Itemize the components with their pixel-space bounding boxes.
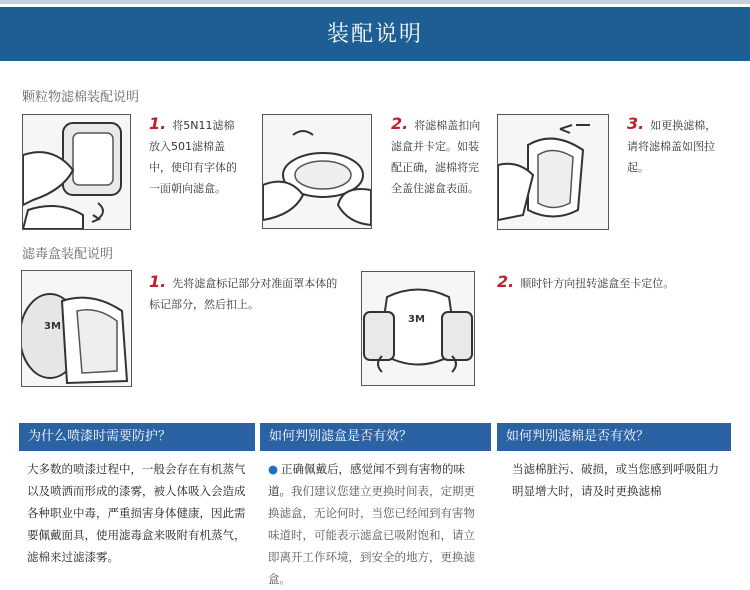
step-text: 顺时针方向扭转滤盒至卡定位。 <box>520 277 675 290</box>
faq-answer-2-lead: 正确佩戴后，感觉闻不到有害物的味道。 <box>268 462 466 498</box>
filter-step-1 <box>149 113 245 199</box>
snap-cover-photo <box>262 114 372 229</box>
step-number: 2. <box>497 272 515 291</box>
faq-question-3: 如何判别滤棉是否有效？ <box>497 423 731 451</box>
step-text: 如更换滤棉，请将滤棉盖如图拉起。 <box>627 119 717 174</box>
faq-answer-2 <box>268 458 484 590</box>
filter-step-3 <box>627 113 727 178</box>
bullet-icon: ● <box>268 462 279 476</box>
pull-cover-photo <box>497 114 609 230</box>
step-number: 1. <box>149 114 167 133</box>
svg-text:3M: 3M <box>44 321 61 332</box>
hand-filter-photo <box>22 114 131 230</box>
section-title-filter-cotton: 颗粒物滤棉装配说明 <box>22 90 140 105</box>
filter-step-2 <box>391 113 481 199</box>
page-title-banner: 装配说明 <box>0 7 750 61</box>
section-title-canister: 滤毒盒装配说明 <box>22 247 114 262</box>
faq-answer-3: 当滤棉脏污、破损，或当您感到呼吸阻力明显增大时，请及时更换滤棉 <box>512 462 719 498</box>
step-number: 1. <box>149 272 167 291</box>
step-text: 先将滤盒标记部分对准面罩本体的标记部分，然后扣上。 <box>149 277 338 311</box>
align-mark-photo <box>21 270 132 387</box>
canister-step-2 <box>497 271 727 294</box>
top-divider <box>0 0 750 4</box>
svg-text:3M: 3M <box>408 314 425 325</box>
faq-question-1: 为什么喷漆时需要防护？ <box>19 423 255 451</box>
step-text: 将5N11滤棉放入501滤棉盖中，使印有字体的一面朝向滤盒。 <box>149 119 237 195</box>
step-text: 将滤棉盖扣向滤盒并卡定。如装配正确，滤棉将完全盖住滤盒表面。 <box>391 119 481 195</box>
faq-answer-2-rest: 我们建议您建立更换时间表，定期更换滤盒，无论何时，当您已经闻到有害物味道时，可能表示滤盒已吸附饱和，请立即离开工作环境，到安全的地方，更换滤盒。 <box>268 484 475 586</box>
faq-question-2: 如何判别滤盒是否有效？ <box>260 423 491 451</box>
step-number: 2. <box>391 114 409 133</box>
step-number: 3. <box>627 114 645 133</box>
canister-step-1 <box>149 271 344 315</box>
faq-answer-1: 大多数的喷漆过程中，一般会存在有机蒸气以及喷洒而形成的漆雾，被人体吸入会造成各种职业中毒，严重损害身体健康，因此需要佩戴面具，使用滤毒盒来吸附有机蒸气，滤棉来过滤漆雾。 <box>27 462 246 564</box>
twist-canister-photo <box>361 271 475 386</box>
